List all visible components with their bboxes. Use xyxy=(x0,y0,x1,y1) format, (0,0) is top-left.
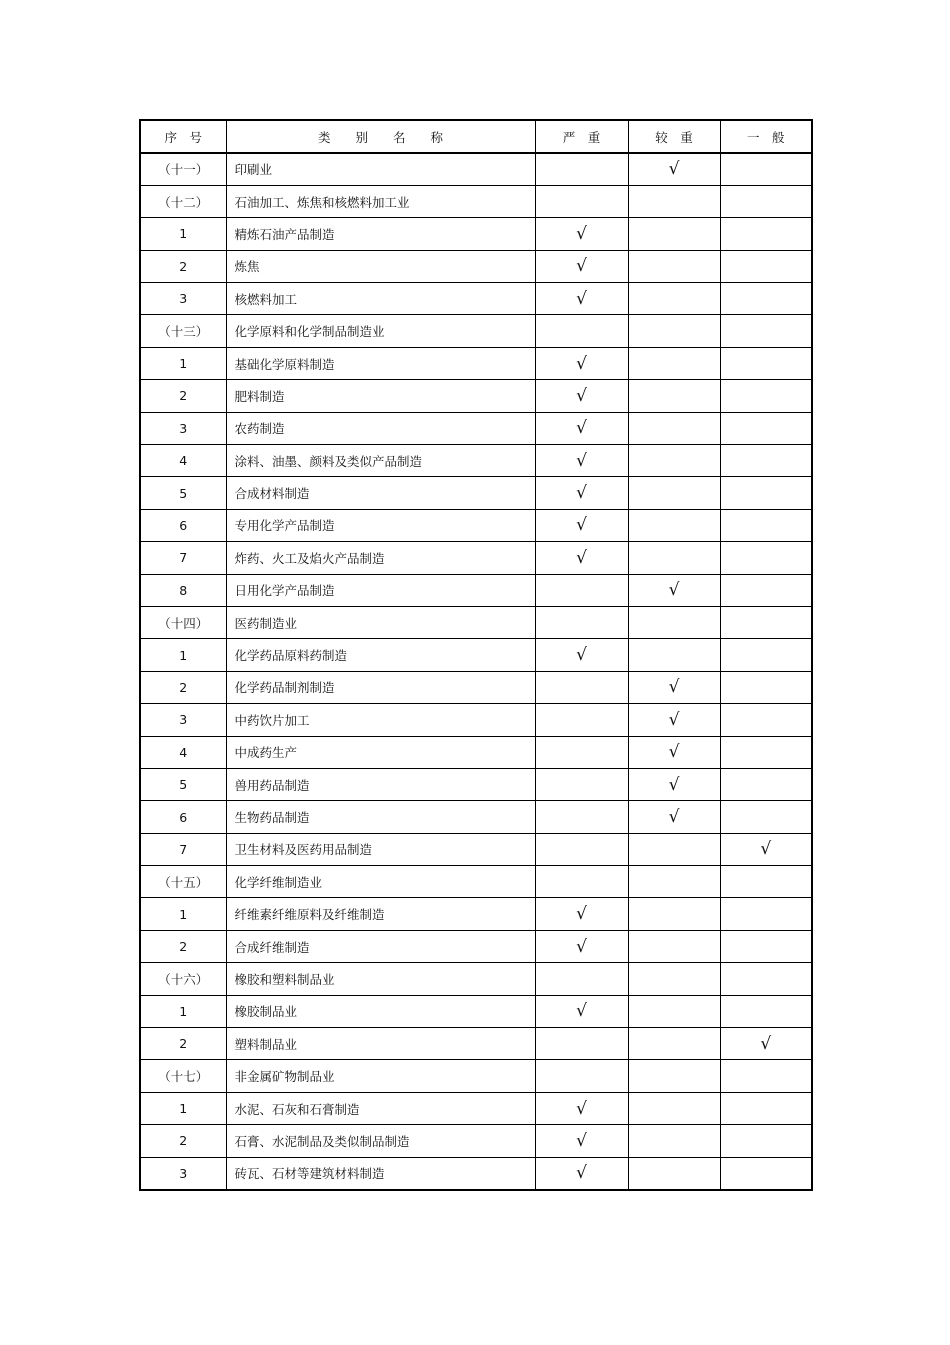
row-number: （十二） xyxy=(140,185,226,217)
check-mark-icon: √ xyxy=(576,353,587,374)
moderate-cell xyxy=(628,995,720,1027)
moderate-cell xyxy=(628,218,720,250)
header-no: 序 号 xyxy=(140,120,226,153)
category-name: 水泥、石灰和石膏制造 xyxy=(226,1092,535,1124)
row-number: 2 xyxy=(140,1028,226,1060)
check-mark-icon: √ xyxy=(576,1098,587,1119)
moderate-cell xyxy=(628,963,720,995)
row-number: 2 xyxy=(140,671,226,703)
moderate-cell xyxy=(628,704,720,736)
table-row xyxy=(140,445,812,477)
table-row xyxy=(140,898,812,930)
row-number: 4 xyxy=(140,445,226,477)
category-name: 化学药品制剂制造 xyxy=(226,671,535,703)
moderate-cell xyxy=(628,639,720,671)
check-mark-icon: √ xyxy=(576,223,587,244)
severe-cell xyxy=(535,1157,628,1189)
table-row xyxy=(140,542,812,574)
table-row xyxy=(140,1157,812,1189)
severe-cell xyxy=(535,1028,628,1060)
category-name: 纤维素纤维原料及纤维制造 xyxy=(226,898,535,930)
category-name: 农药制造 xyxy=(226,412,535,444)
table-row xyxy=(140,768,812,800)
general-cell xyxy=(720,1157,812,1189)
table-row xyxy=(140,963,812,995)
moderate-cell xyxy=(628,509,720,541)
severe-cell xyxy=(535,898,628,930)
header-category-name: 类 别 名 称 xyxy=(226,120,535,153)
check-mark-icon: √ xyxy=(576,385,587,406)
header-moderate: 较 重 xyxy=(628,120,720,153)
row-number: 1 xyxy=(140,898,226,930)
category-name: 核燃料加工 xyxy=(226,283,535,315)
row-number: 1 xyxy=(140,347,226,379)
check-mark-icon: √ xyxy=(668,580,680,601)
row-number: 7 xyxy=(140,542,226,574)
row-number: 1 xyxy=(140,1092,226,1124)
row-number: （十一） xyxy=(140,153,226,185)
general-cell xyxy=(720,1125,812,1157)
row-number: 2 xyxy=(140,380,226,412)
general-cell xyxy=(720,930,812,962)
category-name: 橡胶制品业 xyxy=(226,995,535,1027)
moderate-cell xyxy=(628,1060,720,1092)
general-cell xyxy=(720,801,812,833)
check-mark-icon: √ xyxy=(576,450,587,471)
severe-cell xyxy=(535,866,628,898)
general-cell xyxy=(720,1060,812,1092)
general-cell xyxy=(720,736,812,768)
moderate-cell xyxy=(628,1092,720,1124)
row-number: 2 xyxy=(140,1125,226,1157)
severe-cell xyxy=(535,412,628,444)
category-name: 塑料制品业 xyxy=(226,1028,535,1060)
general-cell xyxy=(720,153,812,185)
table-row xyxy=(140,704,812,736)
severe-cell xyxy=(535,768,628,800)
moderate-cell xyxy=(628,671,720,703)
severe-cell xyxy=(535,963,628,995)
category-name: 中成药生产 xyxy=(226,736,535,768)
general-cell xyxy=(720,833,812,865)
general-cell xyxy=(720,185,812,217)
table-row xyxy=(140,639,812,671)
category-name: 合成材料制造 xyxy=(226,477,535,509)
check-mark-icon: √ xyxy=(668,807,680,827)
general-cell xyxy=(720,380,812,412)
category-name: 基础化学原料制造 xyxy=(226,347,535,379)
category-name: 非金属矿物制品业 xyxy=(226,1060,535,1092)
row-number: 3 xyxy=(140,412,226,444)
severe-cell xyxy=(535,639,628,671)
row-number: 8 xyxy=(140,574,226,606)
check-mark-icon: √ xyxy=(576,288,587,309)
check-mark-icon: √ xyxy=(576,256,587,277)
check-mark-icon: √ xyxy=(668,742,680,763)
row-number: 1 xyxy=(140,995,226,1027)
row-number: 3 xyxy=(140,1157,226,1189)
header-row xyxy=(140,120,812,153)
severe-cell xyxy=(535,574,628,606)
general-cell xyxy=(720,704,812,736)
row-number: （十七） xyxy=(140,1060,226,1092)
severe-cell xyxy=(535,704,628,736)
table-row xyxy=(140,412,812,444)
row-number: 6 xyxy=(140,509,226,541)
row-number: （十五） xyxy=(140,866,226,898)
general-cell xyxy=(720,866,812,898)
severe-cell xyxy=(535,153,628,185)
general-cell xyxy=(720,412,812,444)
category-name: 卫生材料及医药用品制造 xyxy=(226,833,535,865)
category-name: 印刷业 xyxy=(226,153,535,185)
table-row xyxy=(140,218,812,250)
category-name: 石油加工、炼焦和核燃料加工业 xyxy=(226,185,535,217)
check-mark-icon: √ xyxy=(668,774,680,795)
category-name: 合成纤维制造 xyxy=(226,930,535,962)
category-name: 日用化学产品制造 xyxy=(226,574,535,606)
row-number: 3 xyxy=(140,704,226,736)
severe-cell xyxy=(535,801,628,833)
severe-cell xyxy=(535,477,628,509)
category-name: 涂料、油墨、颜料及类似产品制造 xyxy=(226,445,535,477)
check-mark-icon: √ xyxy=(760,839,772,860)
category-name: 中药饮片加工 xyxy=(226,704,535,736)
table-row xyxy=(140,347,812,379)
general-cell xyxy=(720,283,812,315)
check-mark-icon: √ xyxy=(760,1033,772,1054)
table-row xyxy=(140,380,812,412)
category-name: 化学药品原料药制造 xyxy=(226,639,535,671)
check-mark-icon: √ xyxy=(576,645,587,666)
severe-cell xyxy=(535,833,628,865)
table-row xyxy=(140,477,812,509)
category-name: 化学纤维制造业 xyxy=(226,866,535,898)
table-row xyxy=(140,801,812,833)
general-cell xyxy=(720,509,812,541)
severe-cell xyxy=(535,1125,628,1157)
row-number: 1 xyxy=(140,639,226,671)
table-row xyxy=(140,250,812,282)
moderate-cell xyxy=(628,833,720,865)
check-mark-icon: √ xyxy=(576,418,587,439)
row-number: （十四） xyxy=(140,606,226,638)
general-cell xyxy=(720,445,812,477)
row-number: （十三） xyxy=(140,315,226,347)
table-row xyxy=(140,1125,812,1157)
severe-cell xyxy=(535,1092,628,1124)
row-number: 2 xyxy=(140,930,226,962)
moderate-cell xyxy=(628,283,720,315)
severe-cell xyxy=(535,509,628,541)
moderate-cell xyxy=(628,1028,720,1060)
table-body xyxy=(140,153,812,1190)
category-name: 橡胶和塑料制品业 xyxy=(226,963,535,995)
table-row xyxy=(140,930,812,962)
general-cell xyxy=(720,574,812,606)
severe-cell xyxy=(535,315,628,347)
check-mark-icon: √ xyxy=(576,547,587,568)
moderate-cell xyxy=(628,801,720,833)
moderate-cell xyxy=(628,606,720,638)
general-cell xyxy=(720,671,812,703)
table-row xyxy=(140,1028,812,1060)
moderate-cell xyxy=(628,930,720,962)
severe-cell xyxy=(535,1060,628,1092)
moderate-cell xyxy=(628,412,720,444)
severe-cell xyxy=(535,347,628,379)
category-name: 炼焦 xyxy=(226,250,535,282)
check-mark-icon: √ xyxy=(576,936,587,957)
severe-cell xyxy=(535,380,628,412)
general-cell xyxy=(720,995,812,1027)
general-cell xyxy=(720,606,812,638)
row-number: 5 xyxy=(140,768,226,800)
table-row xyxy=(140,671,812,703)
general-cell xyxy=(720,1028,812,1060)
moderate-cell xyxy=(628,866,720,898)
classification-table xyxy=(139,119,813,1191)
severe-cell xyxy=(535,606,628,638)
general-cell xyxy=(720,768,812,800)
row-number: 2 xyxy=(140,250,226,282)
row-number: 3 xyxy=(140,283,226,315)
severe-cell xyxy=(535,250,628,282)
severe-cell xyxy=(535,283,628,315)
table-row xyxy=(140,1092,812,1124)
moderate-cell xyxy=(628,315,720,347)
check-mark-icon: √ xyxy=(576,1130,587,1151)
category-name: 专用化学产品制造 xyxy=(226,509,535,541)
row-number: 7 xyxy=(140,833,226,865)
category-name: 砖瓦、石材等建筑材料制造 xyxy=(226,1157,535,1189)
moderate-cell xyxy=(628,768,720,800)
table-row xyxy=(140,606,812,638)
check-mark-icon: √ xyxy=(668,159,680,180)
severe-cell xyxy=(535,930,628,962)
category-name: 石膏、水泥制品及类似制品制造 xyxy=(226,1125,535,1157)
severe-cell xyxy=(535,995,628,1027)
severe-cell xyxy=(535,736,628,768)
general-cell xyxy=(720,639,812,671)
general-cell xyxy=(720,315,812,347)
moderate-cell xyxy=(628,380,720,412)
general-cell xyxy=(720,477,812,509)
moderate-cell xyxy=(628,574,720,606)
severe-cell xyxy=(535,445,628,477)
moderate-cell xyxy=(628,250,720,282)
moderate-cell xyxy=(628,445,720,477)
table-row xyxy=(140,185,812,217)
row-number: 5 xyxy=(140,477,226,509)
category-name: 精炼石油产品制造 xyxy=(226,218,535,250)
moderate-cell xyxy=(628,898,720,930)
row-number: （十六） xyxy=(140,963,226,995)
table-row xyxy=(140,866,812,898)
row-number: 6 xyxy=(140,801,226,833)
general-cell xyxy=(720,898,812,930)
table-row xyxy=(140,833,812,865)
category-name: 炸药、火工及焰火产品制造 xyxy=(226,542,535,574)
check-mark-icon: √ xyxy=(576,1163,587,1184)
check-mark-icon: √ xyxy=(668,677,680,698)
table-row xyxy=(140,1060,812,1092)
severe-cell xyxy=(535,218,628,250)
general-cell xyxy=(720,250,812,282)
general-cell xyxy=(720,218,812,250)
row-number: 4 xyxy=(140,736,226,768)
moderate-cell xyxy=(628,1157,720,1189)
table-row xyxy=(140,283,812,315)
moderate-cell xyxy=(628,736,720,768)
moderate-cell xyxy=(628,542,720,574)
general-cell xyxy=(720,963,812,995)
check-mark-icon: √ xyxy=(576,483,587,504)
table-row xyxy=(140,153,812,185)
category-name: 肥料制造 xyxy=(226,380,535,412)
severe-cell xyxy=(535,671,628,703)
moderate-cell xyxy=(628,347,720,379)
check-mark-icon: √ xyxy=(576,1001,587,1022)
general-cell xyxy=(720,542,812,574)
category-name: 生物药品制造 xyxy=(226,801,535,833)
check-mark-icon: √ xyxy=(668,709,680,730)
check-mark-icon: √ xyxy=(576,904,587,925)
header-general: 一 般 xyxy=(720,120,812,153)
general-cell xyxy=(720,1092,812,1124)
table-row xyxy=(140,574,812,606)
row-number: 1 xyxy=(140,218,226,250)
check-mark-icon: √ xyxy=(576,515,587,536)
category-name: 医药制造业 xyxy=(226,606,535,638)
table-row xyxy=(140,509,812,541)
moderate-cell xyxy=(628,477,720,509)
category-name: 兽用药品制造 xyxy=(226,768,535,800)
severe-cell xyxy=(535,542,628,574)
header-severe: 严 重 xyxy=(535,120,628,153)
moderate-cell xyxy=(628,1125,720,1157)
severe-cell xyxy=(535,185,628,217)
table-row xyxy=(140,736,812,768)
table-row xyxy=(140,315,812,347)
table-row xyxy=(140,995,812,1027)
general-cell xyxy=(720,347,812,379)
moderate-cell xyxy=(628,185,720,217)
category-name: 化学原料和化学制品制造业 xyxy=(226,315,535,347)
moderate-cell xyxy=(628,153,720,185)
